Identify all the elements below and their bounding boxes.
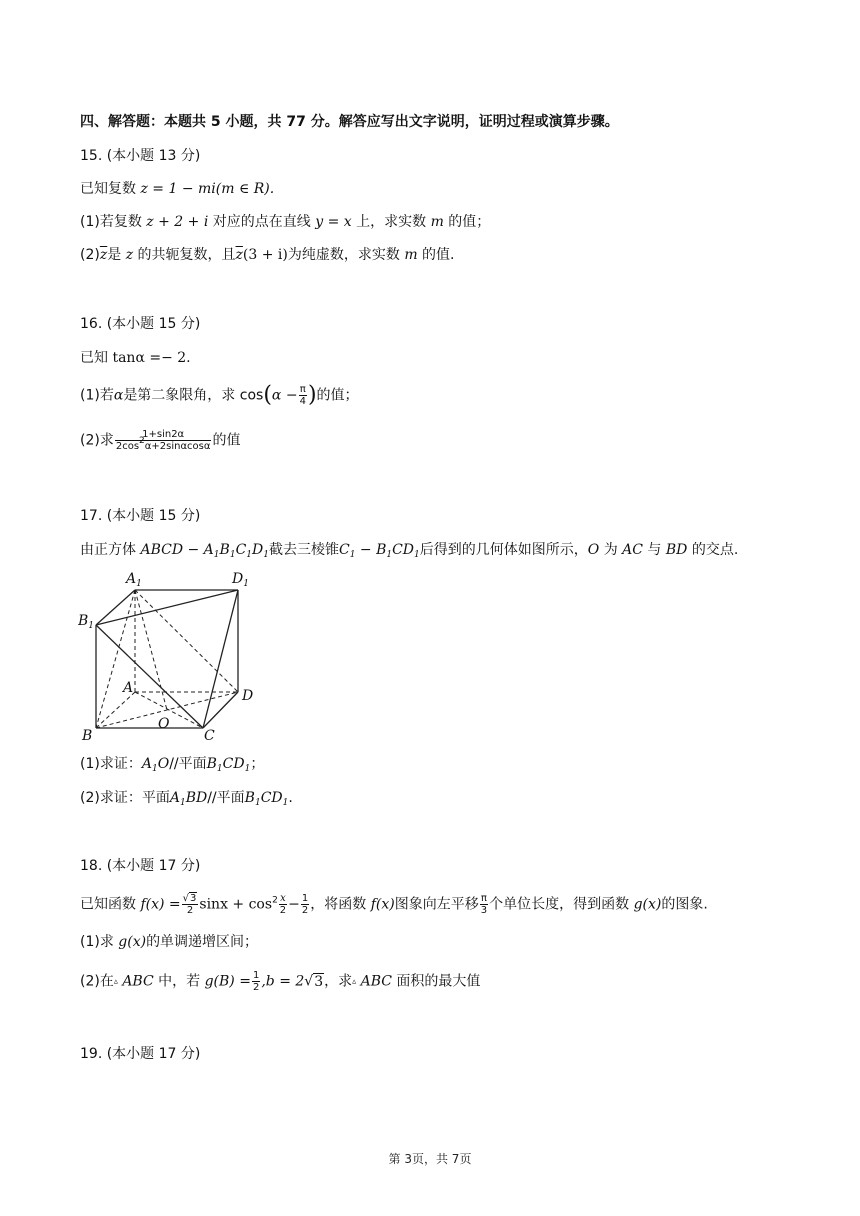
q17-part1: (1)求证：$A_1O//$平面$B_1CD_1$； bbox=[80, 756, 265, 774]
label-c: C bbox=[204, 728, 215, 743]
q15-part1: (1)若复数 z + 2 + i 对应的点在直线 y = x 上，求实数 m 的值； bbox=[80, 214, 491, 230]
q16-header: 16. (本小题 15 分) bbox=[80, 316, 201, 332]
q16-intro: 已知 tanα =− 2. bbox=[80, 350, 191, 366]
q16-part2: (2)求 $\frac{1+\sin 2\alpha}{2\cos^2\alpha+2\sin\alpha\cos\alpha}$ 的值 bbox=[80, 429, 241, 452]
q16-part1: (1)若α是第二象限角，求 cos(α − $\frac{\pi}{4}$ )的值； bbox=[80, 382, 359, 408]
edge-b1d1 bbox=[96, 590, 238, 625]
q15-part2: $(2)\overline{z}$是 z 的共轭复数，且$\overline{z}(3 + i)$为纯虚数，求实数 m 的值. bbox=[80, 247, 455, 263]
edge-ab bbox=[96, 692, 135, 728]
q17-header: 17. (本小题 15 分) bbox=[80, 508, 201, 524]
q19-header: 19. (本小题 17 分) bbox=[80, 1046, 201, 1062]
section-heading: 四、解答题：本题共 5 小题，共 77 分。解答应写出文字说明，证明过程或演算步骤。 bbox=[80, 114, 619, 130]
q18-part1: (1)求 g(x)的单调递增区间； bbox=[80, 934, 259, 950]
label-b: B bbox=[82, 728, 93, 743]
q18-part2: (2)在▵ ABC 中，若 g(B) = $\frac{1}{2}$ ,b = 2√3，求▵ ABC 面积的最大值 bbox=[80, 970, 481, 993]
label-a1: $A_1$ bbox=[126, 571, 142, 589]
q18-header: 18. (本小题 17 分) bbox=[80, 858, 201, 874]
label-b1: $B_1$ bbox=[78, 613, 95, 631]
q15-intro: 已知复数 z = 1 − mi(m ∈ R). bbox=[80, 181, 275, 197]
cube-figure bbox=[78, 568, 268, 743]
q17-part2: (2)求证：平面$A_1BD//$平面$B_1CD_1$. bbox=[80, 790, 293, 808]
q18-intro: 已知函数 f(x) = $\frac{√3}{2}$ $\sin x + \cos^2$ $\frac{x}{2}$ − $\frac{1}{2}$ ，将函数 f(x)图象向左平移 $\frac{\pi}{3}$ 个单位长度，得到函数 g(x)的图象. bbox=[80, 893, 708, 916]
q15-header: 15. (本小题 13 分) bbox=[80, 148, 201, 164]
edge-cd bbox=[203, 692, 238, 728]
q17-intro: 由正方体 ABCD − $A_1B_1C_1D_1$截去三棱锥$C_1 - B_1CD_1$后得到的几何体如图所示，O 为 AC 与 BD 的交点. bbox=[80, 542, 739, 560]
edge-d1c bbox=[203, 590, 238, 728]
label-a: A bbox=[123, 680, 134, 696]
label-o: O bbox=[158, 716, 170, 732]
page-footer: 第 3页，共 7页 bbox=[388, 1152, 472, 1166]
label-d: D bbox=[242, 688, 254, 704]
edge-a1b bbox=[96, 590, 135, 728]
label-d1: $D_1$ bbox=[232, 571, 249, 589]
